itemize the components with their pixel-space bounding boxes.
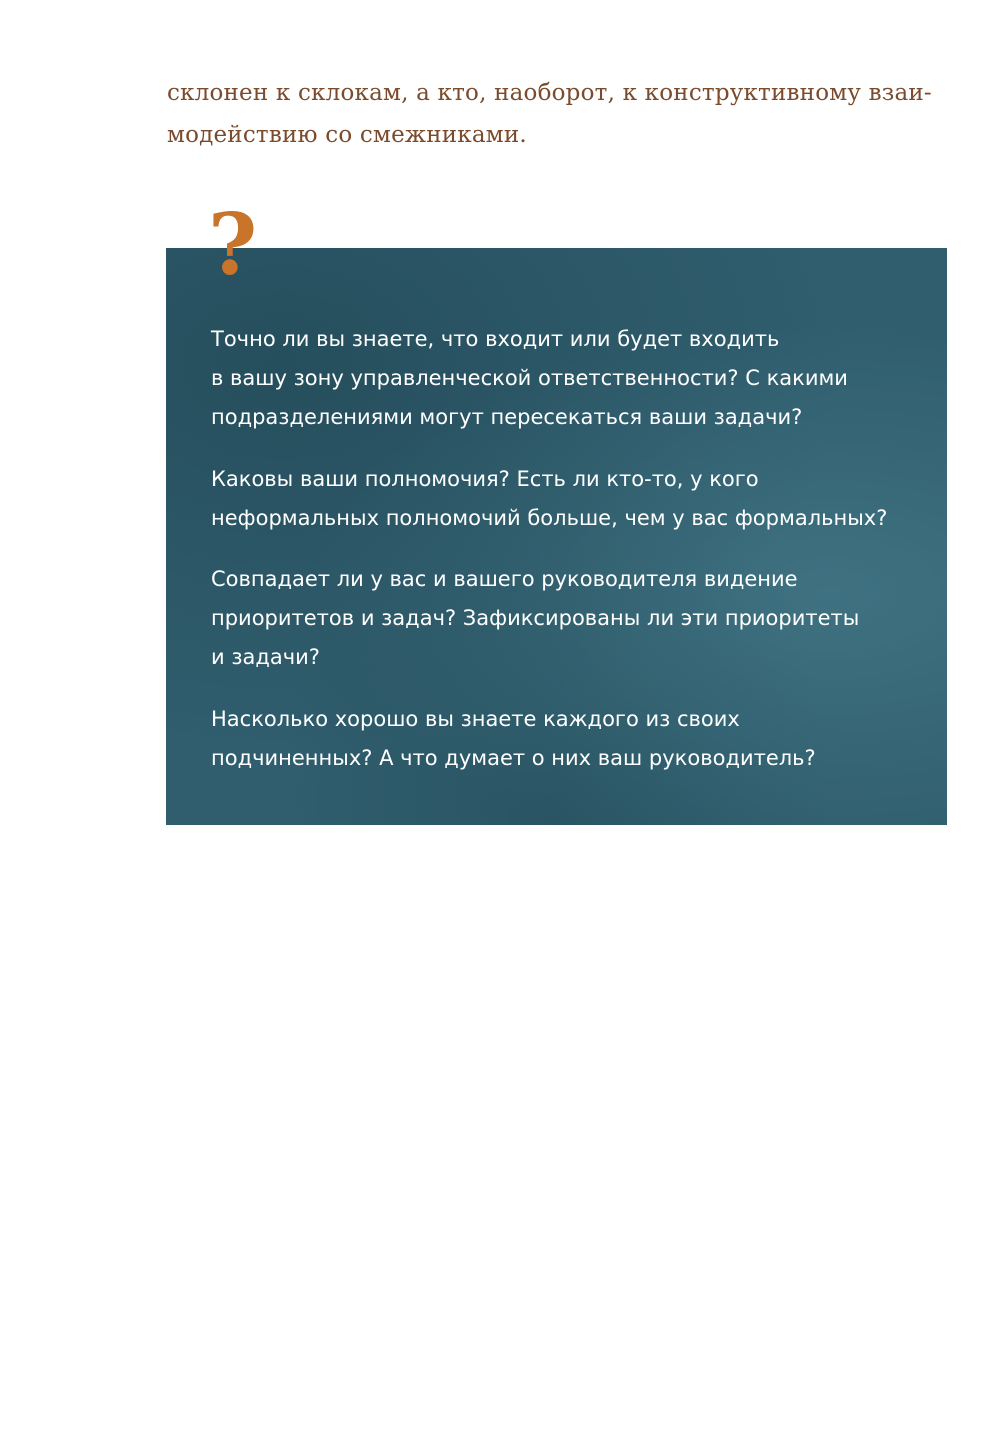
question-paragraph-2 xyxy=(211,460,951,538)
question-line: в вашу зону управленческой ответственности? С какими xyxy=(211,366,848,390)
question-line: неформальных полномочий больше, чем у вас формальных? xyxy=(211,506,888,530)
question-paragraph-3 xyxy=(211,560,951,677)
intro-line: модействию со смежниками. xyxy=(167,122,527,148)
question-paragraph-4 xyxy=(211,700,951,778)
question-line: Совпадает ли у вас и вашего руководителя видение xyxy=(211,567,798,591)
question-line: Насколько хорошо вы знаете каждого из своих xyxy=(211,707,740,731)
intro-line: склонен к склокам, а кто, наоборот, к конструктивному взаи- xyxy=(167,80,932,106)
intro-paragraph xyxy=(167,72,942,156)
question-line: подразделениями могут пересекаться ваши задачи? xyxy=(211,405,803,429)
question-line: Точно ли вы знаете, что входит или будет входить xyxy=(211,327,780,351)
question-mark-icon: ? xyxy=(208,195,258,294)
question-line: Каковы ваши полномочия? Есть ли кто-то, у кого xyxy=(211,467,759,491)
question-line: подчиненных? А что думает о них ваш руководитель? xyxy=(211,746,816,770)
question-line: и задачи? xyxy=(211,645,320,669)
question-line: приоритетов и задач? Зафиксированы ли эти приоритеты xyxy=(211,606,860,630)
question-paragraph-1 xyxy=(211,320,951,437)
